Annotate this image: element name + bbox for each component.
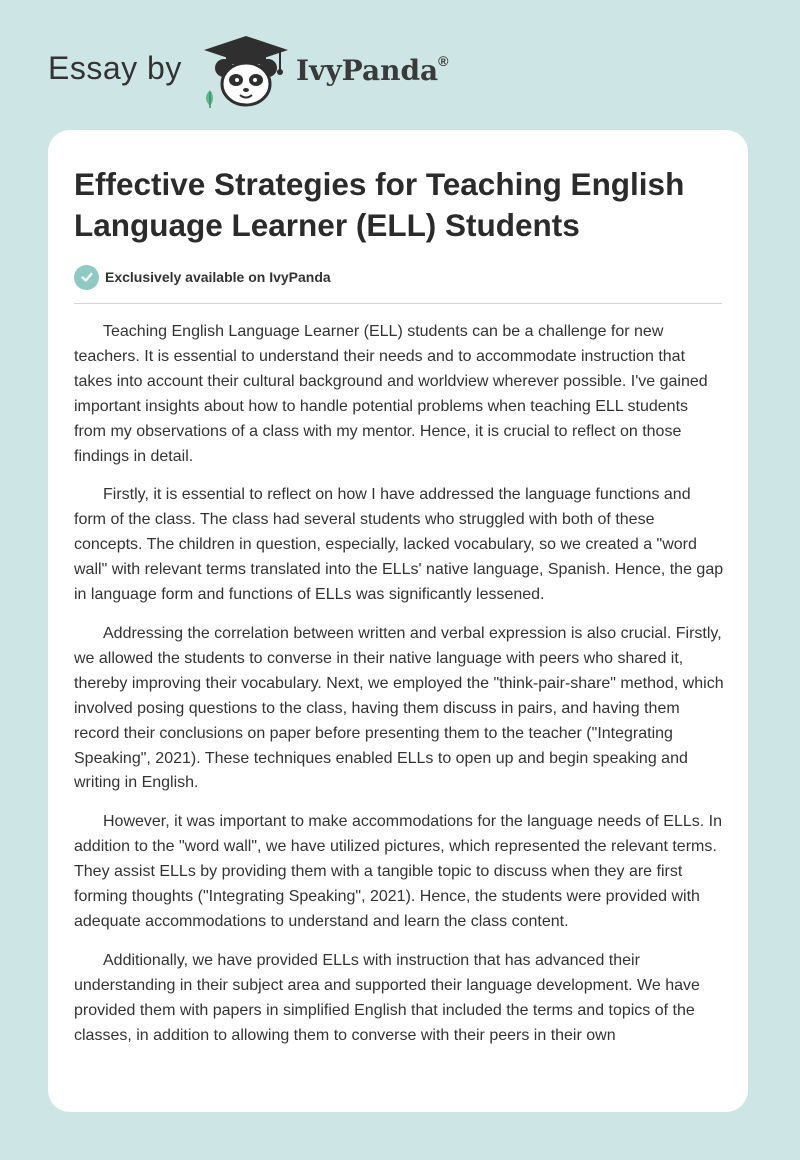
exclusive-badge <box>74 264 331 290</box>
essay-by-label: Essay by <box>48 50 182 86</box>
essay-body <box>74 320 724 1062</box>
paragraph: Addressing the correlation between written and verbal expression is also crucial. Firstly, we allowed the students to converse in their native language with peers who shared it, thereby improving their vocabulary. Next, we employed the "think-pair-share" method, which involved posing questions to the class, having them discuss in pairs, and having them record their conclusions on paper before presenting them to the teacher ("Integrating Speaking", 2021). These techniques enabled ELLs to open up and begin speaking and writing in English. <box>74 624 724 792</box>
paragraph: However, it was important to make accommodations for the language needs of ELLs. In addition to the "word wall", we have utilized pictures, which represented the relevant terms. They assist ELLs by providing them with a tangible topic to discuss when they are first forming thoughts ("Integrating Speaking", 2021). Hence, the students were provided with adequate accommodations to understand and learn the class content. <box>74 813 722 930</box>
divider <box>74 303 722 304</box>
site-header <box>0 0 800 120</box>
page-title: Effective Strategies for Teaching English Language Learner (ELL) Students <box>74 166 685 243</box>
paragraph: Additionally, we have provided ELLs with instruction that has advanced their understanding in their subject area and supported their language development. We have provided them with papers in simplified English that included the terms and topics of the classes, in addition to allowing them to converse with their peers in their own <box>74 951 700 1044</box>
paragraph: Teaching English Language Learner (ELL) students can be a challenge for new teachers. It is essential to understand their needs and to accommodate instruction that takes into account their cultural background and worldview wherever possible. I've gained important insights about how to handle potential problems when teaching ELL students from my observations of a class with my mentor. Hence, it is crucial to reflect on those findings in detail. <box>74 323 708 465</box>
registered-mark: ® <box>438 52 449 69</box>
essay-card <box>48 130 748 1112</box>
check-icon <box>74 265 99 290</box>
panda-graduation-cap-icon[interactable] <box>200 34 292 110</box>
brand-name[interactable]: IvyPanda® <box>296 52 449 87</box>
exclusive-label: Exclusively available on IvyPanda <box>105 269 331 285</box>
paragraph: Firstly, it is essential to reflect on how I have addressed the language functions and form of the class. The class had several students who struggled with both of these concepts. The children in question, especially, lacked vocabulary, so we created a "word wall" with relevant terms translated into the ELLs' native language, Spanish. Hence, the gap in language form and functions of ELLs was significantly lessened. <box>74 486 724 604</box>
